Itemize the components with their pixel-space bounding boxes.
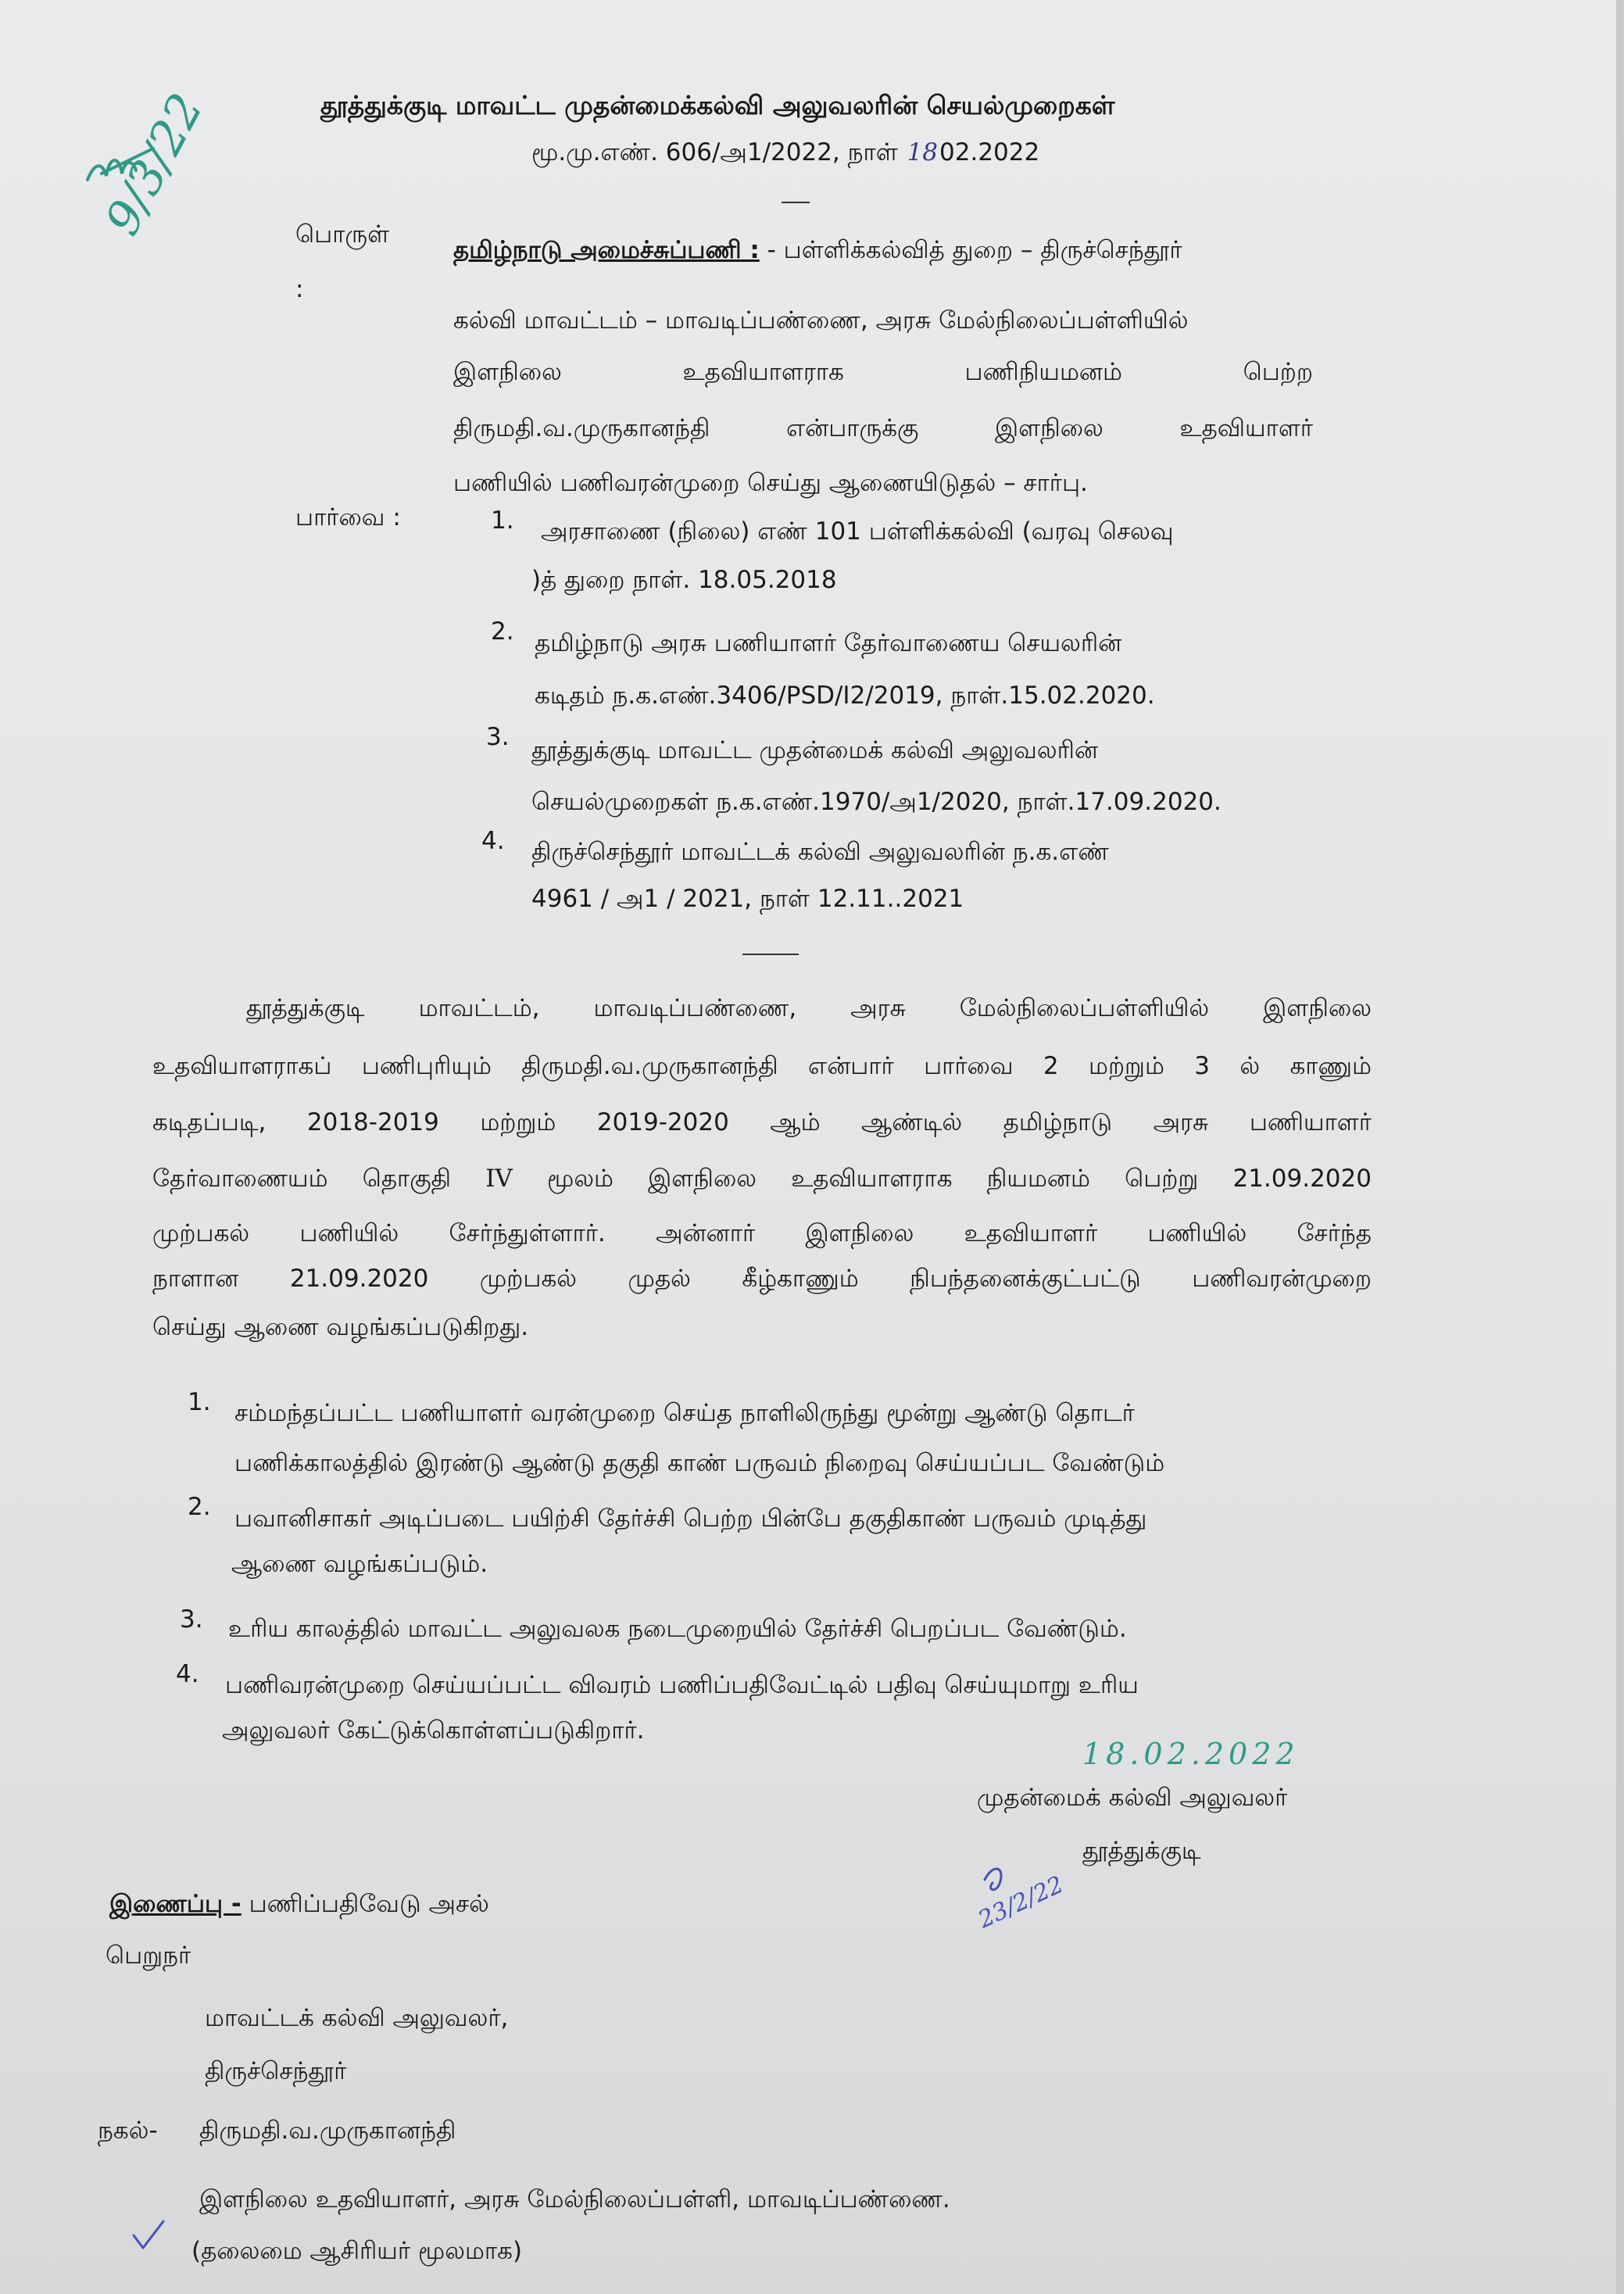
word: 2018-2019 — [306, 1108, 439, 1136]
condition-2-line-1: பவானிசாகர் அடிப்படை பயிற்சி தேர்ச்சி பெற்ற பின்பே தகுதிகாண் பருவம் முடித்து — [234, 1505, 1147, 1533]
word: காணும் — [1290, 1052, 1372, 1080]
word: மூலம் — [546, 1165, 613, 1193]
reference-number-2: 2. — [491, 617, 514, 646]
reference-1-line-1: அரசாணை (நிலை) எண் 101 பள்ளிக்கல்வி (வரவு செலவு — [541, 517, 1174, 546]
word: சேர்ந்த — [1297, 1219, 1372, 1247]
reference-2-line-2: கடிதம் ந.க.எண்.3406/PSD/I2/2019, நாள்.15.02.2020. — [535, 682, 1155, 710]
subject-line-4 — [453, 414, 1313, 446]
reference-4-line-1: திருச்செந்தூர் மாவட்டக் கல்வி அலுவலரின் ந.க.எண் — [531, 838, 1109, 866]
condition-1-line-1: சம்மந்தப்பட்ட பணியாளர் வரன்முறை செய்த நாளிலிருந்து மூன்று ஆண்டு தொடர் — [234, 1399, 1135, 1427]
word: ஆண்டில் — [861, 1108, 963, 1136]
document-title: தூத்துக்குடி மாவட்ட முதன்மைக்கல்வி அலுவலரின் செயல்முறைகள் — [320, 90, 1115, 120]
word: மாவட்டம், — [418, 994, 540, 1022]
condition-4-line-2: அலுவலர் கேட்டுக்கொள்ளப்படுகிறார். — [222, 1716, 645, 1745]
condition-1-line-2: பணிக்காலத்தில் இரண்டு ஆண்டு தகுதி காண் பருவம் நிறைவு செய்யப்பட வேண்டும் — [234, 1449, 1165, 1477]
word: உதவியாளர் — [964, 1219, 1098, 1247]
reference-3-line-1: தூத்துக்குடி மாவட்ட முதன்மைக் கல்வி அலுவலரின் — [531, 736, 1098, 764]
word: உதவியாளராக — [791, 1165, 953, 1193]
subject-heading: தமிழ்நாடு அமைச்சுப்பணி : — [453, 236, 760, 264]
signatory-title: முதன்மைக் கல்வி அலுவலர் — [977, 1784, 1288, 1812]
reference-2-line-1: தமிழ்நாடு அரசு பணியாளர் தேர்வாணைய செயலரின் — [535, 629, 1122, 657]
received-date-text: 23/2/22 — [974, 1870, 1068, 1934]
word: 2019-2020 — [596, 1108, 729, 1136]
reference-number — [531, 138, 1039, 170]
reference-number-1: 1. — [491, 506, 514, 535]
margin-handwritten-note — [78, 78, 258, 266]
word: உதவியாளராகப் — [152, 1052, 332, 1080]
word: உதவியாளர் — [1179, 414, 1313, 442]
condition-number-1: 1. — [188, 1388, 211, 1416]
word: நாளான — [152, 1265, 239, 1293]
header-divider — [782, 202, 810, 203]
reference-number-prefix: மூ.மு.எண். 606/அ1/2022, நாள் — [531, 138, 898, 166]
word: 3 — [1194, 1052, 1211, 1080]
word: பணிநியமனம் — [964, 358, 1122, 386]
body-line-4 — [152, 1165, 1372, 1196]
word: பணியில் — [299, 1219, 399, 1247]
checkmark-icon — [129, 2217, 168, 2256]
condition-number-2: 2. — [188, 1493, 211, 1521]
references-divider — [742, 954, 799, 955]
body-line-1 — [246, 994, 1372, 1025]
condition-3-line-1: உரிய காலத்தில் மாவட்ட அலுவலக நடைமுறையில் தேர்ச்சி பெறப்பட வேண்டும். — [228, 1615, 1127, 1643]
margin-date-text: 9/3/22 — [95, 84, 214, 245]
word: ஆம் — [770, 1108, 821, 1136]
copy-line-2: இளநிலை உதவியாளர், அரசு மேல்நிலைப்பள்ளி, மாவடிப்பண்ணை. — [199, 2185, 950, 2213]
reference-number-3: 3. — [486, 723, 510, 751]
enclosure-label: இணைப்பு - — [109, 1890, 241, 1918]
body-line-2 — [152, 1052, 1372, 1083]
word: IV — [485, 1165, 513, 1193]
word: இளநிலை — [648, 1165, 757, 1193]
recipient-line-2: திருச்செந்தூர் — [205, 2057, 347, 2085]
reference-number-4: 4. — [481, 827, 505, 855]
copy-label: நகல்- — [98, 2117, 158, 2145]
condition-number-4: 4. — [176, 1660, 199, 1688]
word: தமிழ்நாடு — [1003, 1108, 1113, 1136]
body-last-line: செய்து ஆணை வழங்கப்படுகிறது. — [152, 1313, 529, 1341]
subject-line-5: பணியில் பணிவரன்முறை செய்து ஆணையிடுதல் – சார்பு. — [453, 469, 1088, 497]
enclosure-text: பணிப்பதிவேடு அசல் — [241, 1890, 489, 1918]
word: மற்றும் — [1089, 1052, 1164, 1080]
word: முற்பகல் — [152, 1219, 250, 1247]
word: மற்றும் — [480, 1108, 556, 1136]
body-line-6 — [152, 1265, 1372, 1296]
word: நிபந்தனைக்குட்பட்டு — [910, 1265, 1141, 1293]
word: மாவடிப்பண்ணை, — [593, 994, 797, 1022]
word: பணியாளர் — [1249, 1108, 1372, 1136]
condition-2-line-2: ஆணை வழங்கப்படும். — [231, 1550, 488, 1578]
word: இளநிலை — [453, 358, 562, 386]
condition-4-line-1: பணிவரன்முறை செய்யப்பட்ட விவரம் பணிப்பதிவேட்டில் பதிவு செய்யுமாறு உரிய — [225, 1671, 1139, 1699]
reference-date: 02.2022 — [939, 138, 1040, 166]
reference-4-line-2: 4961 / அ1 / 2021, நாள் 12.11..2021 — [531, 885, 964, 913]
word: தொகுதி — [362, 1165, 452, 1193]
word: திருமதி.வ.முருகானந்தி — [453, 414, 710, 442]
word: பணியில் — [1147, 1219, 1247, 1247]
recipient-line-1: மாவட்டக் கல்வி அலுவலர், — [205, 2004, 509, 2032]
word: நியமனம் — [986, 1165, 1090, 1193]
handwritten-signature-date: 18.02.2022 — [1082, 1737, 1300, 1771]
body-line-3 — [152, 1108, 1372, 1140]
copy-line-1: திருமதி.வ.முருகானந்தி — [199, 2117, 456, 2145]
subject-colon: : — [295, 275, 304, 303]
word: 21.09.2020 — [1232, 1165, 1372, 1193]
word: என்பாருக்கு — [785, 414, 919, 442]
enclosure-line — [109, 1890, 489, 1921]
condition-number-3: 3. — [180, 1605, 203, 1634]
word: கீழ்காணும் — [742, 1265, 859, 1293]
word: என்பார் — [808, 1052, 894, 1080]
word: முற்பகல் — [479, 1265, 578, 1293]
word: இளநிலை — [995, 414, 1104, 442]
reference-1-line-2: )த் துறை நாள். 18.05.2018 — [531, 566, 837, 594]
word: பெற்று — [1125, 1165, 1199, 1193]
word: உதவியாளராக — [682, 358, 844, 386]
word: இளநிலை — [805, 1219, 914, 1247]
word: ல் — [1239, 1052, 1261, 1080]
word: இளநிலை — [1263, 994, 1372, 1022]
word: அன்னார் — [656, 1219, 756, 1247]
received-handwritten-note — [969, 1856, 1086, 1942]
word: தூத்துக்குடி — [246, 994, 365, 1022]
word: திருமதி.வ.முருகானந்தி — [521, 1052, 778, 1080]
handwritten-day: 18 — [907, 138, 939, 166]
word: அரசு — [850, 994, 906, 1022]
body-line-5 — [152, 1219, 1372, 1251]
signatory-place: தூத்துக்குடி — [1082, 1837, 1201, 1865]
word: சேர்ந்துள்ளார். — [449, 1219, 606, 1247]
word: மேல்நிலைப்பள்ளியில் — [959, 994, 1210, 1022]
copy-line-3: (தலைமை ஆசிரியர் மூலமாக) — [191, 2237, 523, 2265]
word: பெற்ற — [1243, 358, 1313, 386]
word: 21.09.2020 — [289, 1265, 429, 1293]
word: கடிதப்படி, — [152, 1108, 266, 1136]
reference-3-line-2: செயல்முறைகள் ந.க.எண்.1970/அ1/2020, நாள்.17.09.2020. — [531, 788, 1222, 816]
word: பணிபுரியும் — [361, 1052, 492, 1080]
subject-line-1-rest: - பள்ளிக்கல்வித் துறை – திருச்செந்தூர் — [759, 236, 1182, 264]
word: 2 — [1043, 1052, 1059, 1080]
word: முதல் — [628, 1265, 691, 1293]
word: அரசு — [1153, 1108, 1209, 1136]
subject-line-2: கல்வி மாவட்டம் – மாவடிப்பண்ணை, அரசு மேல்நிலைப்பள்ளியில் — [453, 306, 1189, 335]
references-label: பார்வை : — [295, 503, 401, 531]
recipient-label: பெறுநர் — [106, 1941, 191, 1970]
subject-label: பொருள் — [295, 220, 390, 249]
word: பார்வை — [924, 1052, 1014, 1080]
subject-line-1 — [453, 236, 1182, 267]
word: பணிவரன்முறை — [1192, 1265, 1372, 1293]
word: தேர்வாணையம் — [152, 1165, 328, 1193]
subject-line-3 — [453, 358, 1313, 389]
